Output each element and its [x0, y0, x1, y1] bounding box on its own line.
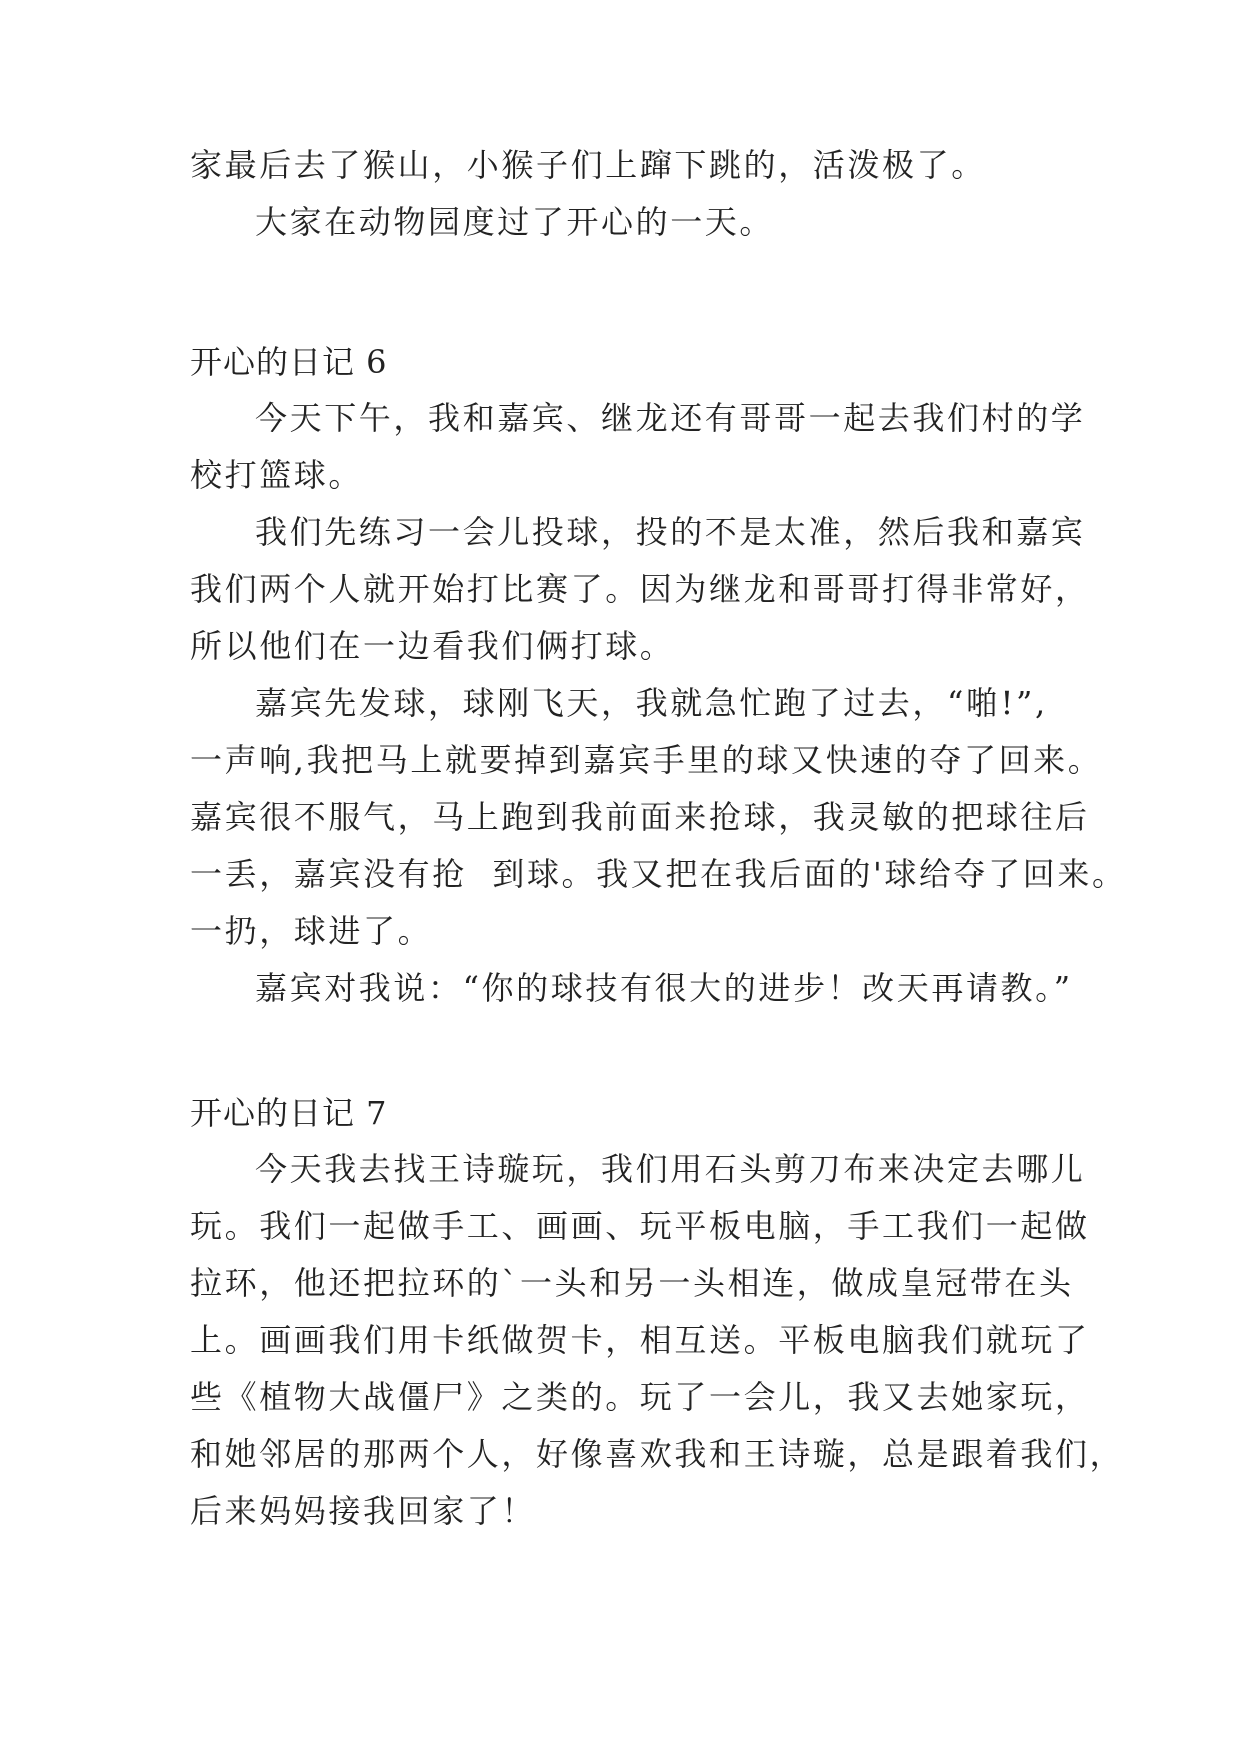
paragraph-line: 校打篮球。 [190, 456, 364, 494]
paragraph-line: 后来妈妈接我回家了！ [190, 1492, 537, 1530]
paragraph-line: 今天我去找王诗璇玩，我们用石头剪刀布来决定去哪儿 [255, 1150, 1086, 1188]
paragraph-line: 所以他们在一边看我们俩打球。 [190, 627, 675, 665]
paragraph-line: 拉环，他还把拉环的`一头和另一头相连，做成皇冠带在头 [190, 1264, 1074, 1302]
paragraph-line: 嘉宾先发球，球刚飞天，我就急忙跑了过去，“啪!”, [255, 684, 1048, 722]
paragraph-line: 些《植物大战僵尸》之类的。玩了一会儿，我又去她家玩， [190, 1378, 1090, 1416]
paragraph-line: 我们先练习一会儿投球，投的不是太准，然后我和嘉宾 [255, 513, 1086, 551]
paragraph-line: 上。画画我们用卡纸做贺卡，相互送。平板电脑我们就玩了 [190, 1321, 1090, 1359]
section-heading: 开心的日记 7 [190, 1094, 388, 1132]
paragraph-line: 一扔，球进了。 [190, 912, 433, 950]
paragraph-line: 大家在动物园度过了开心的一天。 [255, 203, 775, 241]
paragraph-line: 玩。我们一起做手工、画画、玩平板电脑，手工我们一起做 [190, 1207, 1090, 1245]
section-heading: 开心的日记 6 [190, 343, 388, 381]
paragraph-line: 一丢，嘉宾没有抢 到球。我又把在我后面的'球给夺了回来。 [190, 855, 1127, 893]
paragraph-line: 今天下午，我和嘉宾、继龙还有哥哥一起去我们村的学 [255, 399, 1086, 437]
paragraph-line: 家最后去了猴山，小猴子们上蹿下跳的，活泼极了。 [190, 146, 986, 184]
paragraph-line: 和她邻居的那两个人，好像喜欢我和王诗璇，总是跟着我们， [190, 1435, 1125, 1473]
paragraph-line: 嘉宾对我说：“你的球技有很大的进步！改天再请教。” [255, 969, 1073, 1007]
paragraph-line: 嘉宾很不服气，马上跑到我前面来抢球，我灵敏的把球往后 [190, 798, 1090, 836]
paragraph-line: 一声响,我把马上就要掉到嘉宾手里的球又快速的夺了回来。 [190, 741, 1103, 779]
paragraph-line: 我们两个人就开始打比赛了。因为继龙和哥哥打得非常好， [190, 570, 1090, 608]
